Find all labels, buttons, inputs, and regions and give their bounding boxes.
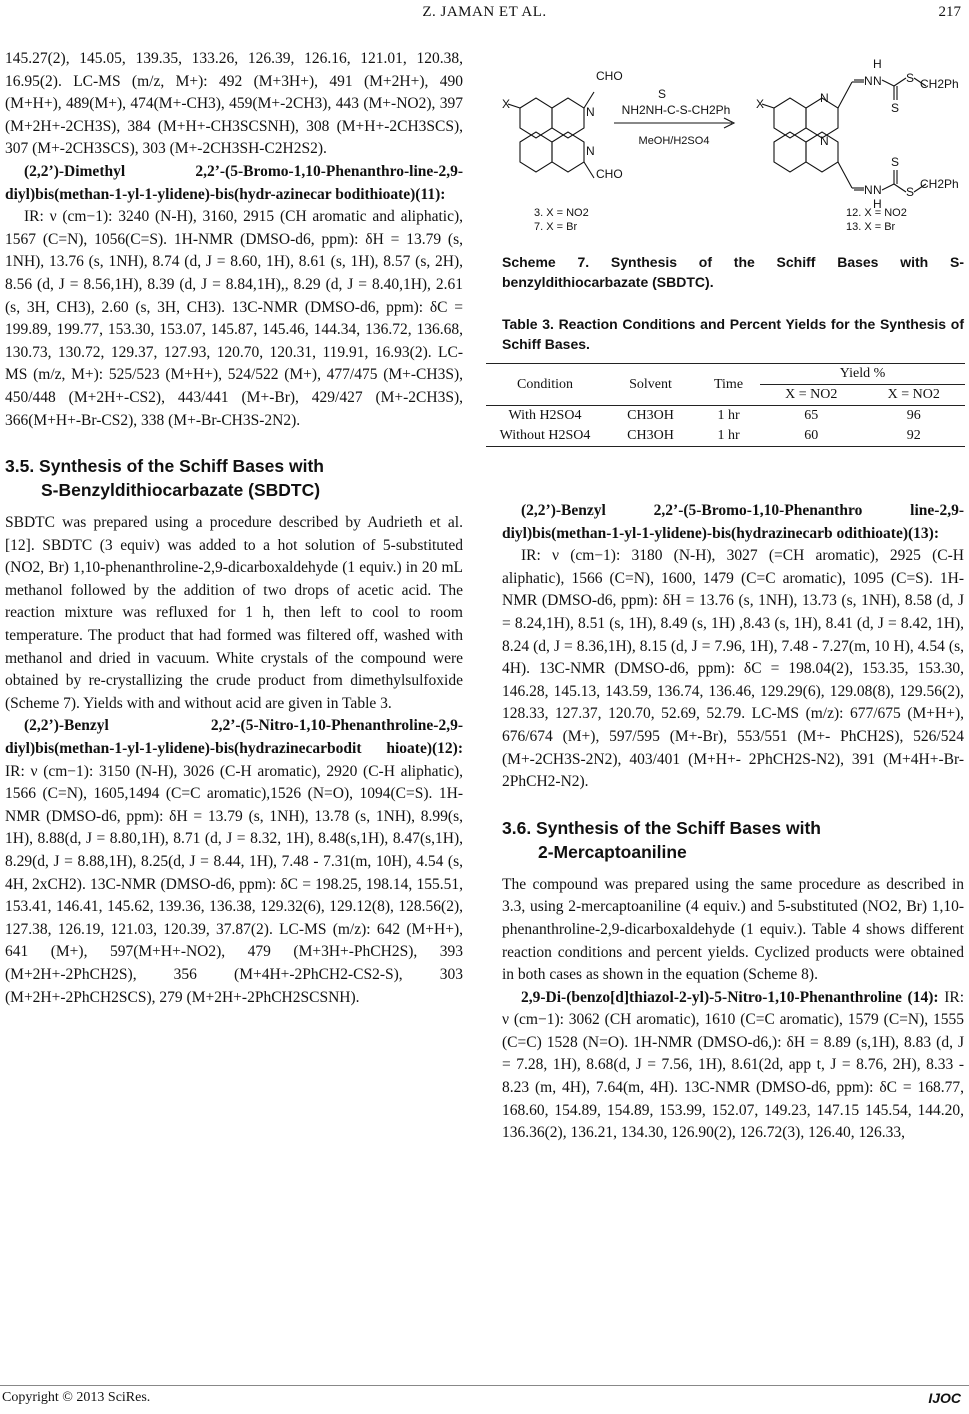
left-n2-label: N [586,144,595,158]
label-compound-7: 7. X = Br [534,221,578,233]
reagent-formula: NH2NH-C-S-CH2Ph [621,103,731,117]
compound-13-data: IR: ν (cm−1): 3180 (N-H), 3027 (=CH aromatic), 2925 (C-H aliphatic), 1566 (C=N), 1600, 1479 (C=C aromatic), 1095 (C=S). 1H-NMR (DMSO-d6, ppm): δH = 13.76 (s, 1NH), 13.73 (s, 1NH), 8.58 (d, J = 8.24,1H), 8.51 (s, 1H), 8.49 (s, 1H) ,8.43 (s, 1H), 8.41 (d, J = 8.42, 1H), 8.24 (d, J = 8.36,1H), 8.15 (d, J = 7.96, 1H), 7.48 - 7.27(m, 10 H), 4.54 (s, 4H). 13C-NMR (DMSO-d6, ppm): δC = 198.04(2), 153.35, 153.30, 146.28, 145.13, 143.59, 136.74, 136.46, 129.29(6), 129.08(8), 129.56(2), 128.33, 127.37, 120.70, 52.69, 52.79. LC-MS (m/z): 677/675 (M+H+), 676/674 (M+), 597/595 (M+-Br), 553/551 (M+- PhCH2S), 526/524 (M+-2CH3S-2N2), 403/401 (M+H+- 2PhCH2S-N2), 391 (M+4H+-Br-2PhCH2-N2). [502,547,964,791]
thioester-s-top: S [906,71,915,85]
section-3-6-heading-line1: 3.6. Synthesis of the Schiff Bases with [502,817,821,838]
scheme-7-caption: Scheme 7. Synthesis of the Schiff Bases with S-benzyldithiocarbazate (SBDTC). [502,254,964,290]
left-column [5,48,463,1009]
cell-time: 1 hr [717,428,740,443]
cell-condition: With H2SO4 [508,408,582,423]
left-n1-label: N [586,105,595,119]
section-3-5-body: SBDTC was prepared using a procedure described by Audrieth et al. [12]. SBDTC (3 equiv) was added to a hot solution of 5-substituted (NO2, Br) 1,10-phenanthroline-2,9-dicarboxaldehyde (1 equiv.) in 20 mL methanol followed by the addition of two drops of acetic acid. The reaction mixture was refluxed for 1 h, then left to cool to room temperature. The product that had formed was filtered off, washed with methanol and dried in vacuum. White crystals of the compound were obtained by re-crystallizing the crude product from dimethylsulfoxide (Scheme 7). Yields with and without acid are given in Table 3. [5,514,463,712]
paragraph-continued: 145.27(2), 145.05, 139.35, 133.26, 126.39, 126.16, 121.01, 120.38, 16.95(2). LC-MS (m/z, M+): 492 (M+3H+), 491 (M+2H+), 490 (M+H+), 489(M+), 474(M+-CH3), 459(M+-2CH3), 443 (M+-NO2), 397 (M+2H+-2CH3S), 384 (M+H+-CH3SCSNH), 308 (M+H+-2CH3SCS), 307 (M+-2CH3SCS), 303 (M+-2CH3SH-C2H2S2). [5,50,463,158]
compound-13-entry [502,500,964,545]
ch2ph-top: CH2Ph [920,77,959,91]
compound-13-title: (2,2’)-Benzyl 2,2’-(5-Bromo-1,10-Phenanthro line-2,9-diyl)bis(methan-1-yl-1-ylidene)-bis(hydrazinecarb odithioate)(13): [502,502,964,542]
col-yield-sub2: X = NO2 [863,385,965,406]
col-yield-sub1: X = NO2 [760,385,862,406]
imine-n-top: N [864,74,873,88]
compound-11-title: (2,2’)-Dimethyl 2,2’-(5-Bromo-1,10-Phenanthro-line-2,9-diyl)bis(methan-1-yl-1-ylidene)-bis(hydr-azinecar bodithioate)(11): [5,162,463,203]
thione-s-top: S [891,101,900,115]
nh-h-bottom: H [873,197,882,211]
label-compound-12: 12. X = NO2 [846,207,907,219]
reagent-sulfur: S [657,87,667,101]
section-3-5-heading-line1: 3.5. Synthesis of the Schiff Bases with [5,456,324,477]
compound-11-data: IR: ν (cm−1): 3240 (N-H), 3160, 2915 (CH aromatic and aliphatic), 1567 (C=N), 1056(C=S). 1H-NMR (DMSO-d6, ppm): δH = 13.79 (s, 1NH), 13.76 (s, 1NH), 8.74 (d, J = 8.60, 1H), 8.61 (s, 1H), 8.57 (s, 2H), 8.56 (d, J = 8.56,1H), 8.39 (d, J = 8.84,1H),, 8.29 (d, J = 8.40,1H), 2.61 (s, 3H, CH3), 2.60 (s, 3H, CH3). 13C-NMR (DMSO-d6, ppm): δC = 199.89, 199.77, 153.30, 153.07, 145.87, 145.46, 144.34, 136.72, 136.68, 130.73, 130.72, 129.37, 127.93, 120.70, 120.31, 119.91, 16.93(2). LC-MS (m/z, M+): 525/523 (M+H+), 524/522 (M+), 477/475 (M+-CH3S), 450/448 (M+2H+-CS2), 443/441 (M+-Br), 429/427 (M+-2CH3S), 366(M+H+-Br-CS2), 338 (M+-Br-CH3S-2N2). [5,208,463,429]
cell-yield-2: 92 [906,428,921,443]
cell-yield-1: 65 [804,408,819,423]
copyright-notice: Copyright © 2013 SciRes. [2,1390,151,1405]
compound-11-entry [5,161,463,206]
right-x-label: X [756,97,765,111]
hydrazine-n-top: N [873,74,882,88]
compound-14-data: IR: ν (cm−1): 3062 (CH aromatic), 1610 (C=C aromatic), 1579 (C=N), 1555 (C=C) 1528 (N=O). 1H-NMR (DMSO-d6,): δH = 8.89 (s,1H), 8.83 (d, J = 7.28, 1H), 8.68(d, J = 7.56, 1H), 8.61(2d, app t, J = 8.76, 2H), 8.33 - 8.23 (m, 4H), 7.64(m, 4H). 13C-NMR (DMSO-d6, ppm): δC = 168.77, 168.60, 154.89, 154.89, 153.99, 152.07, 149.23, 147.15 145.54, 144.20, 136.36(2), 136.21, 134.30, 126.90(2), 126.72(3), 126.40, 126.33, [502,988,964,1142]
section-3-6-body: The compound was prepared using the same procedure as described in 3.3, using 2-mercaptoaniline (4 equiv.) and 5-substituted (NO2, Br) 1,10-phenanthroline-2,9-dicarboxaldehyde (1 equiv.). Table 4 shows different reaction conditions and percent yields. Cyclized products were obtained in both cases as shown in the equation (Scheme 8). [502,875,964,984]
table-3-caption: Table 3. Reaction Conditions and Percent Yields for the Synthesis of Schiff Bases. [502,316,964,352]
left-cho-bottom: CHO [596,167,623,181]
right-n2-label: N [820,134,829,148]
cell-solvent: CH3OH [627,428,674,443]
section-3-5-heading [5,454,463,502]
section-3-6-heading [502,816,964,864]
nh-h-top: H [873,57,882,71]
ch2ph-bottom: CH2Ph [920,177,959,191]
running-title: Z. JAMAN ET AL. [422,4,547,20]
cell-yield-2: 96 [906,408,921,423]
imine-n-bottom: N [864,183,873,197]
journal-abbrev: IJOC [928,1390,961,1406]
reaction-conditions: MeOH/H2SO4 [638,135,710,147]
left-cho-top: CHO [596,69,623,83]
compound-12-data: IR: ν (cm−1): 3150 (N-H), 3026 (C-H aromatic), 2920 (C-H aliphatic), 1566 (C=N), 1605,1494 (C=C aromatic),1526 (N=O), 1094(C=S). 1H-NMR (DMSO-d6, ppm): δH = 13.79 (s, 1NH), 13.78 (s, 1NH), 8.99(s, 1H), 8.88(d, J = 8.80,1H), 8.71 (d, J = 8.32, 1H), 8.48(s,1H), 8.47(s,1H), 8.29(d, J = 8.88,1H), 8.25(d, J = 8.44, 1H), 7.48 - 7.31(m, 10H), 4.54 (s, 4H, 2xCH2). 13C-NMR (DMSO-d6, ppm): δC = 198.25, 198.14, 155.51, 153.41, 146.41, 145.62, 139.36, 136.38, 129.32(6), 129.12(8), 128.56(2), 127.38, 126.19, 121.03, 120.39, 37.87(2). LC-MS (m/z): 642 (M+H+), 641 (M+), 597(M+H+-NO2), 479 (M+3H+-PhCH2S), 393 (M+2H+-2PhCH2S), 356 (M+4H+-2PhCH2-CS2-S), 303 (M+2H+-2PhCH2SCS), 279 (M+2H+-2PhCH2SCSNH). [5,762,463,1006]
col-condition: Condition [486,364,604,406]
table-row [486,406,965,427]
thioester-s-bottom: S [906,185,915,199]
section-3-6-heading-line2: 2-Mercaptoaniline [538,841,687,862]
running-header [0,4,969,26]
compound-12-entry [5,715,463,1009]
page-number: 217 [938,4,961,20]
compound-14-title: 2,9-Di-(benzo[d]thiazol-2-yl)-5-Nitro-1,10-Phenanthroline (14): [521,988,939,1006]
table-3 [486,363,965,447]
col-solvent: Solvent [604,364,697,406]
label-compound-3: 3. X = NO2 [534,207,589,219]
col-yield: Yield % [760,364,965,385]
thione-s-bottom: S [891,155,900,169]
table-header-row [486,364,965,385]
left-x-label: X [502,97,511,111]
cell-time: 1 hr [717,408,740,423]
col-time: Time [697,364,760,406]
page-footer [0,1385,969,1408]
cell-solvent: CH3OH [627,408,674,423]
right-n1-label: N [820,91,829,105]
label-compound-13: 13. X = Br [846,221,896,233]
table-row [486,426,965,447]
right-column [502,500,964,1145]
compound-12-title: (2,2’)-Benzyl 2,2’-(5-Nitro-1,10-Phenanthroline-2,9-diyl)bis(methan-1-yl-1-ylidene)-bis(hydrazinecarbodit hioate)(12): [5,717,463,758]
cell-condition: Without H2SO4 [499,428,591,443]
scheme-7-figure [502,30,964,250]
compound-14-entry [502,987,964,1145]
hydrazine-n-bottom: N [873,183,882,197]
section-3-5-heading-line2: S-Benzyldithiocarbazate (SBDTC) [41,480,321,501]
cell-yield-1: 60 [804,428,819,443]
